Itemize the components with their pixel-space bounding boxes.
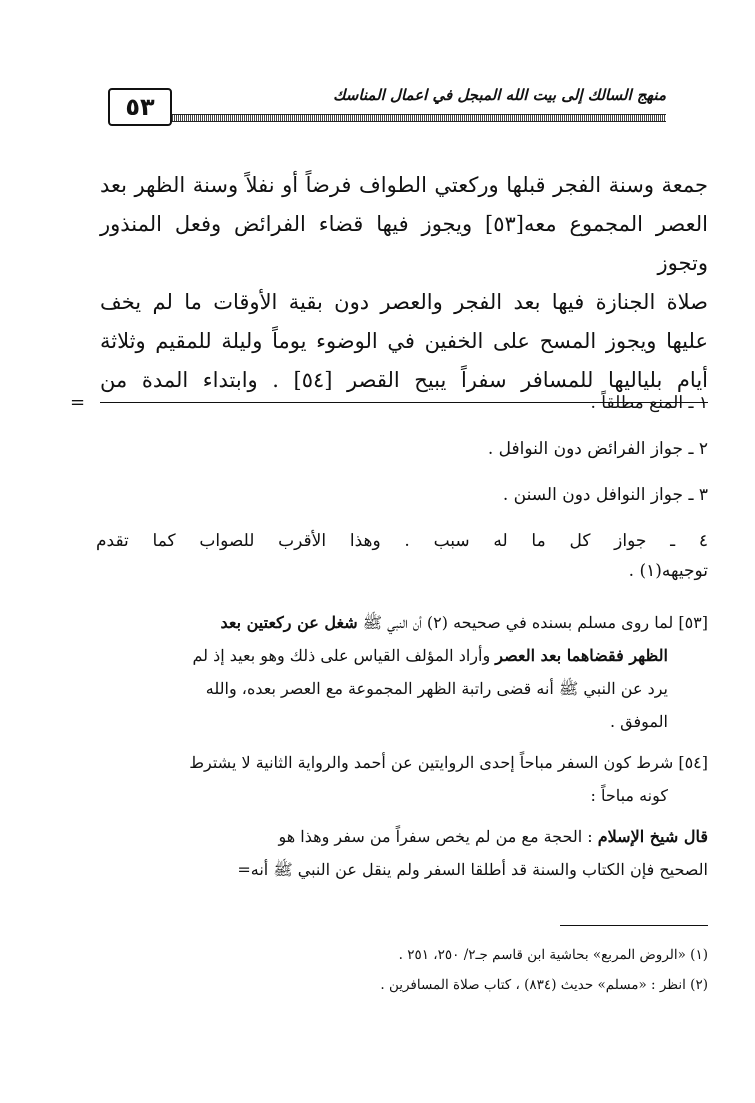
list-item-text: ١ ـ المنع مطلقاً . [590,393,708,413]
note-text: الصحيح فإن الكتاب والسنة قد أطلقا السفر ولم ينقل عن النبي ﷺ أنه= [237,860,708,879]
main-line: صلاة الجنازة فيها بعد الفجر والعصر دون بقية الأوقات ما لم يخف [100,290,708,314]
header-rule [172,114,666,122]
commentary-notes [84,606,708,894]
footnote-1: (١) «الروض المربع» بحاشية ابن قاسم جـ٢/ ٢٥٠، ٢٥١ . [398,947,708,963]
note-text: كونه مباحاً : [590,786,668,805]
note-53 [84,606,708,738]
list-item-continuation: توجيهه(١) . [628,561,708,581]
note-bold: شغل عن ركعتين بعد [220,613,358,632]
note-ref: [٥٣] [678,613,708,632]
continuation-marker: = [70,392,86,413]
note-text: يرد عن النبي ﷺ أنه قضى راتبة الظهر المجموعة مع العصر بعده، والله [205,679,668,698]
page-number: ٥٣ [125,93,155,121]
list-item-text: ٤ ـ جواز كل ما له سبب . وهذا الأقرب للصواب كما تقدم [96,531,708,551]
note-text: شرط كون السفر مباحاً إحدى الروايتين عن أحمد والرواية الثانية لا يشترط [189,753,679,772]
list-item [96,434,708,464]
list-item-text: ٢ ـ جواز الفرائض دون النوافل . [487,439,708,459]
footnote-rule [560,925,708,926]
list-item [70,388,708,418]
list-item-text: ٣ ـ جواز النوافل دون السنن . [502,485,708,505]
note-54 [84,746,708,812]
note-text: وأراد المؤلف القياس على ذلك وهو بعيد إذ لم [192,646,496,665]
note-text: الموفق . [610,712,668,731]
quote-ibn-taymiyya [84,820,708,886]
note-bold: الظهر فقضاهما بعد العصر [495,646,668,665]
list-item [96,480,708,510]
running-title: منهج السالك إلى بيت الله المبجل في اعمال المناسك [333,86,666,104]
main-line: العصر المجموع معه[٥٣] ويجوز فيها قضاء الفرائض وفعل المنذور وتجوز [100,212,708,275]
page-header [96,78,666,134]
note-text: : الحجة مع من لم يخص سفراً من سفر وهذا هو [278,827,598,846]
note-text: لما روى مسلم بسنده في صحيحه (٢) أن النبي ﷺ [357,613,679,632]
main-text [100,166,708,403]
main-line: عليها ويجوز المسح على الخفين في الوضوء يوماً وليلة للمقيم وثلاثة [100,329,708,353]
footnotes [180,940,708,1000]
opinions-list [70,388,708,602]
note-bold: قال شيخ الإسلام [597,827,708,846]
page-number-box [108,88,172,126]
main-line: أيام بلياليها للمسافر سفراً يبيح القصر [٥٤] . وابتداء المدة من [100,361,708,403]
main-line: جمعة وسنة الفجر قبلها وركعتي الطواف فرضاً أو نفلاً وسنة الظهر بعد [100,173,708,197]
list-item [96,526,708,586]
note-ref: [٥٤] [678,753,708,772]
footnote-2: (٢) انظر : «مسلم» حديث (٨٣٤) ، كتاب صلاة المسافرين . [380,977,708,993]
